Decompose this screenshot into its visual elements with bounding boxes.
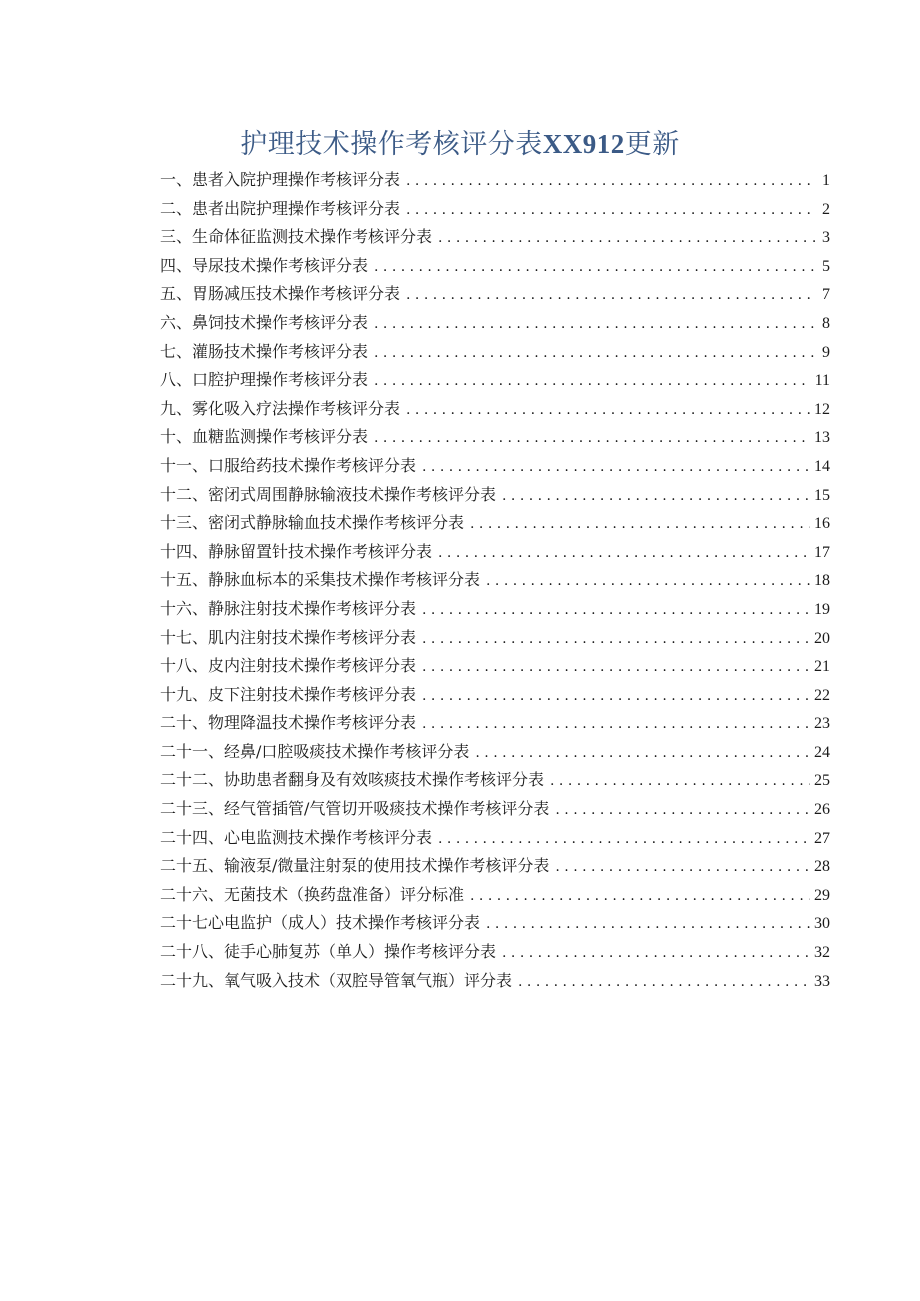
toc-entry-page: 32 <box>814 944 830 962</box>
toc-entry-label: 十一、口服给药技术操作考核评分表 <box>160 455 417 475</box>
toc-dot-leader <box>374 253 816 282</box>
toc-entry-label: 十七、肌内注射技术操作考核评分表 <box>160 627 417 647</box>
toc-entry-label: 二十二、协助患者翻身及有效咳痰技术操作考核评分表 <box>160 770 545 790</box>
toc-entry[interactable] <box>160 766 830 795</box>
toc-entry[interactable] <box>160 738 830 767</box>
toc-entry-page: 14 <box>814 457 830 475</box>
toc-entry[interactable] <box>160 681 830 710</box>
toc-entry[interactable] <box>160 595 830 624</box>
toc-entry-label: 二十九、氧气吸入技术（双腔导管氧气瓶）评分表 <box>160 970 513 990</box>
toc-dot-leader <box>406 281 816 310</box>
toc-entry-page: 11 <box>814 372 830 390</box>
toc-entry[interactable] <box>160 509 830 538</box>
toc-entry-page: 17 <box>814 543 830 561</box>
toc-dot-leader <box>406 396 810 425</box>
toc-dot-leader <box>422 625 810 654</box>
toc-entry[interactable] <box>160 195 830 224</box>
toc-entry-page: 29 <box>814 886 830 904</box>
toc-entry-page: 18 <box>814 572 830 590</box>
toc-dot-leader <box>374 424 810 453</box>
toc-entry-label: 二十八、徒手心肺复苏（单人）操作考核评分表 <box>160 942 497 962</box>
toc-entry[interactable] <box>160 881 830 910</box>
toc-entry-page: 30 <box>814 915 830 933</box>
toc-entry-label: 九、雾化吸入疗法操作考核评分表 <box>160 398 401 418</box>
toc-dot-leader <box>555 796 810 825</box>
toc-entry-page: 7 <box>822 286 830 304</box>
toc-entry-page: 23 <box>814 715 830 733</box>
toc-entry[interactable] <box>160 252 830 281</box>
toc-entry-page: 2 <box>822 200 830 218</box>
toc-dot-leader <box>374 367 811 396</box>
toc-entry-page: 24 <box>814 743 830 761</box>
toc-entry-label: 十四、静脉留置针技术操作考核评分表 <box>160 541 433 561</box>
toc-entry-label: 七、灌肠技术操作考核评分表 <box>160 341 369 361</box>
toc-entry[interactable] <box>160 824 830 853</box>
toc-dot-leader <box>422 453 810 482</box>
toc-dot-leader <box>374 339 816 368</box>
toc-dot-leader <box>470 510 810 539</box>
toc-entry-page: 15 <box>814 486 830 504</box>
toc-entry-page: 21 <box>814 658 830 676</box>
toc-dot-leader <box>470 882 810 911</box>
toc-entry[interactable] <box>160 852 830 881</box>
toc-entry[interactable] <box>160 909 830 938</box>
table-of-contents <box>160 166 830 995</box>
toc-entry-page: 26 <box>814 801 830 819</box>
toc-entry-label: 二十七心电监护（成人）技术操作考核评分表 <box>160 913 481 933</box>
toc-entry[interactable] <box>160 709 830 738</box>
toc-entry-label: 十五、静脉血标本的采集技术操作考核评分表 <box>160 570 481 590</box>
toc-entry[interactable] <box>160 166 830 195</box>
toc-entry-label: 二十一、经鼻/口腔吸痰技术操作考核评分表 <box>160 741 470 761</box>
toc-entry-label: 十二、密闭式周围静脉输液技术操作考核评分表 <box>160 484 497 504</box>
toc-dot-leader <box>438 825 810 854</box>
toc-dot-leader <box>406 167 816 196</box>
toc-entry-label: 十六、静脉注射技术操作考核评分表 <box>160 598 417 618</box>
toc-dot-leader <box>518 968 810 997</box>
toc-entry-label: 一、患者入院护理操作考核评分表 <box>160 170 401 189</box>
toc-entry[interactable] <box>160 566 830 595</box>
toc-dot-leader <box>374 310 816 339</box>
toc-dot-leader <box>406 196 816 225</box>
toc-entry-page: 1 <box>822 172 830 189</box>
toc-dot-leader <box>422 596 810 625</box>
toc-entry-page: 33 <box>814 972 830 990</box>
toc-entry-label: 八、口腔护理操作考核评分表 <box>160 370 369 390</box>
toc-dot-leader <box>486 910 810 939</box>
toc-entry-label: 十九、皮下注射技术操作考核评分表 <box>160 684 417 704</box>
toc-dot-leader <box>438 539 810 568</box>
toc-entry[interactable] <box>160 423 830 452</box>
toc-entry-page: 16 <box>814 515 830 533</box>
toc-entry[interactable] <box>160 366 830 395</box>
toc-entry-label: 五、胃肠减压技术操作考核评分表 <box>160 284 401 304</box>
toc-dot-leader <box>475 739 810 768</box>
toc-entry[interactable] <box>160 452 830 481</box>
toc-dot-leader <box>422 653 810 682</box>
toc-entry-page: 28 <box>814 858 830 876</box>
toc-entry-label: 二十三、经气管插管/气管切开吸痰技术操作考核评分表 <box>160 799 550 819</box>
toc-entry[interactable] <box>160 538 830 567</box>
document-title <box>0 124 920 165</box>
toc-entry[interactable] <box>160 481 830 510</box>
toc-entry-page: 27 <box>814 829 830 847</box>
toc-entry-page: 22 <box>814 686 830 704</box>
toc-dot-leader <box>422 682 810 711</box>
toc-entry-page: 25 <box>814 772 830 790</box>
toc-entry-label: 四、导尿技术操作考核评分表 <box>160 255 369 275</box>
toc-dot-leader <box>502 939 810 968</box>
toc-entry-page: 3 <box>822 229 830 247</box>
toc-entry-label: 二十五、输液泵/微量注射泵的使用技术操作考核评分表 <box>160 856 550 876</box>
toc-entry[interactable] <box>160 652 830 681</box>
toc-entry-label: 六、鼻饲技术操作考核评分表 <box>160 312 369 332</box>
toc-entry-page: 5 <box>822 257 830 275</box>
toc-entry-page: 8 <box>822 314 830 332</box>
toc-entry[interactable] <box>160 280 830 309</box>
toc-entry-label: 二、患者出院护理操作考核评分表 <box>160 198 401 218</box>
toc-entry-label: 十、血糖监测操作考核评分表 <box>160 427 369 447</box>
toc-entry[interactable] <box>160 795 830 824</box>
title-suffix: 更新 <box>624 129 680 160</box>
toc-entry-label: 二十、物理降温技术操作考核评分表 <box>160 713 417 733</box>
toc-dot-leader <box>502 482 810 511</box>
toc-dot-leader <box>550 767 810 796</box>
toc-entry-label: 二十四、心电监测技术操作考核评分表 <box>160 827 433 847</box>
toc-dot-leader <box>422 710 810 739</box>
toc-entry-label: 十三、密闭式静脉输血技术操作考核评分表 <box>160 513 465 533</box>
toc-dot-leader <box>555 853 810 882</box>
toc-entry-page: 20 <box>814 629 830 647</box>
toc-entry[interactable] <box>160 967 830 996</box>
toc-entry[interactable] <box>160 395 830 424</box>
title-main: 护理技术操作考核评分表 <box>240 129 543 160</box>
toc-entry-page: 19 <box>814 600 830 618</box>
toc-dot-leader <box>438 224 816 253</box>
toc-entry[interactable] <box>160 223 830 252</box>
toc-entry-page: 12 <box>814 400 830 418</box>
toc-entry[interactable] <box>160 938 830 967</box>
toc-entry[interactable] <box>160 624 830 653</box>
toc-entry-label: 三、生命体征监测技术操作考核评分表 <box>160 227 433 247</box>
toc-entry-page: 13 <box>814 429 830 447</box>
toc-entry[interactable] <box>160 338 830 367</box>
toc-entry-page: 9 <box>822 343 830 361</box>
toc-entry-label: 十八、皮内注射技术操作考核评分表 <box>160 656 417 676</box>
toc-entry[interactable] <box>160 309 830 338</box>
title-code: XX912 <box>542 129 625 159</box>
toc-entry-label: 二十六、无菌技术（换药盘准备）评分标准 <box>160 884 465 904</box>
toc-dot-leader <box>486 567 810 596</box>
